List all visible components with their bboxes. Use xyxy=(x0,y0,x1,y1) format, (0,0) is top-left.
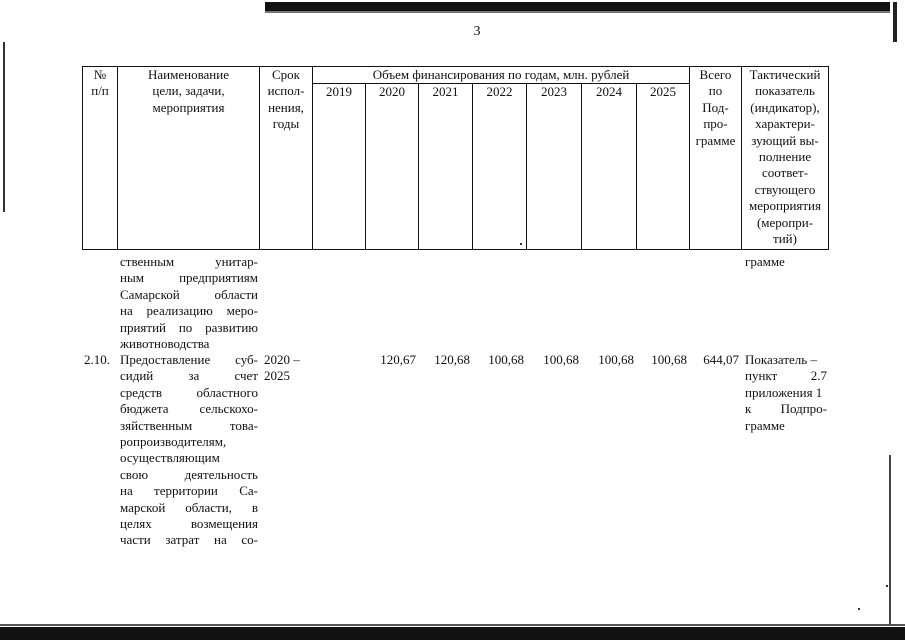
scan-edge-left xyxy=(3,42,5,212)
row-name: Предоставление суб- сидий за счет средств областного бюджета сельскохо- зяйственным това- ропроизводителям, осуществляющим свою деятельность на территории Са- марской области, в целях возмещения части затрат на со- xyxy=(120,352,258,548)
scan-border-top xyxy=(265,2,890,11)
row-value-2021: 120,68 xyxy=(434,352,470,367)
col-divider xyxy=(581,83,582,250)
col-divider xyxy=(365,83,366,250)
col-divider xyxy=(418,83,419,250)
header-year-2022: 2022 xyxy=(486,84,513,99)
header-year-2019: 2019 xyxy=(326,84,352,99)
col-divider xyxy=(526,83,527,250)
scan-speck xyxy=(886,585,888,587)
header-year-2020: 2020 xyxy=(379,84,405,99)
continuation-name: ственным унитар- ным предприятиям Самарской области на реализацию меро- приятий по развитию животноводства xyxy=(120,254,258,352)
scan-border-bottom xyxy=(0,627,905,640)
header-col-term: Срок испол- нения, годы xyxy=(267,67,305,132)
continuation-indicator: грамме xyxy=(745,254,785,269)
row-term: 2020 – 2025 xyxy=(264,352,300,384)
header-year-2021: 2021 xyxy=(432,84,459,99)
header-col-name: Наименование цели, задачи, мероприятия xyxy=(148,67,229,115)
row-indicator: Показатель – пункт 2.7 приложения 1 к Подпро- грамме xyxy=(745,352,827,433)
row-value-2024: 100,68 xyxy=(598,352,634,367)
scan-speck xyxy=(858,608,860,610)
scan-border-top-shadow xyxy=(265,11,890,13)
row-number: 2.10. xyxy=(84,352,110,367)
header-col-indicator: Тактический показатель (индикатор), характери- зующий вы- полнение соответ- ствующего мероприятия (меропри- тий) xyxy=(748,67,821,247)
row-value-2020: 120,67 xyxy=(380,352,416,367)
row-value-2025: 100,68 xyxy=(651,352,687,367)
header-year-2024: 2024 xyxy=(596,84,622,99)
row-value-2022: 100,68 xyxy=(488,352,524,367)
header-bottom-border xyxy=(82,249,828,250)
header-col-number: № п/п xyxy=(91,67,109,99)
row-value-2023: 100,68 xyxy=(543,352,579,367)
header-year-2025: 2025 xyxy=(650,84,676,99)
scan-edge-right xyxy=(889,455,891,625)
col-divider xyxy=(472,83,473,250)
scan-border-bottom-shadow xyxy=(0,624,905,626)
header-col-total: Всего по Под- про- грамме xyxy=(695,67,736,148)
header-col-funding: Объем финансирования по годам, млн. рублей xyxy=(372,67,630,82)
row-total: 644,07 xyxy=(703,352,739,367)
scan-border-right xyxy=(893,2,897,42)
header-year-2023: 2023 xyxy=(541,84,567,99)
page-number: 3 xyxy=(473,24,481,39)
table-right-border xyxy=(828,66,829,250)
col-divider xyxy=(636,83,637,250)
scan-speck xyxy=(520,243,522,245)
